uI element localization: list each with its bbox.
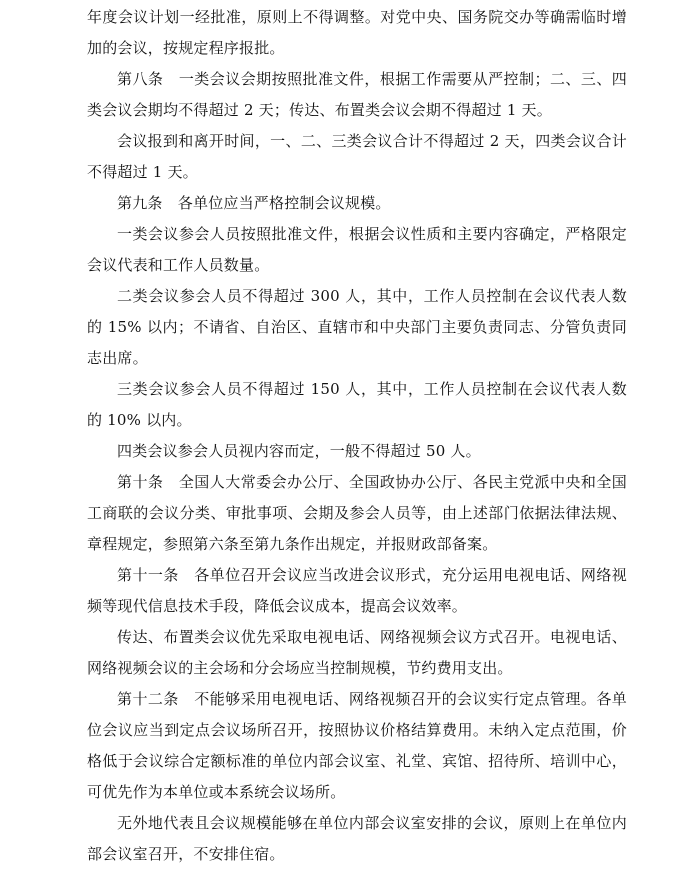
paragraph-class-four-size: 四类会议参会人员视内容而定，一般不得超过 50 人。 <box>117 442 481 460</box>
paragraph-internal-meeting-room: 无外地代表且会议规模能够在单位内部会议室安排的会议，原则上在单位内部会议室召开，不安排住宿。 <box>87 814 627 863</box>
paragraph-article-11: 第十一条 各单位召开会议应当改进会议形式，充分运用电视电话、网络视频等现代信息技术手段，降低会议成本，提高会议效率。 <box>87 566 627 615</box>
paragraph-annual-plan: 年度会议计划一经批准，原则上不得调整。对党中央、国务院交办等确需临时增加的会议，按规定程序报批。 <box>87 8 627 57</box>
paragraph-class-two-size: 二类会议参会人员不得超过 300 人，其中，工作人员控制在会议代表人数的 15% 以内；不请省、自治区、直辖市和中央部门主要负责同志、分管负责同志出席。 <box>87 287 627 367</box>
paragraph-article-12: 第十二条 不能够采用电视电话、网络视频召开的会议实行定点管理。各单位会议应当到定点会议场所召开，按照协议价格结算费用。未纳入定点范围，价格低于会议综合定额标准的单位内部会议室、礼堂、宾馆、招待所、培训中心，可优先作为本单位或本系统会议场所。 <box>87 690 627 801</box>
paragraph-class-one-size: 一类会议参会人员按照批准文件，根据会议性质和主要内容确定，严格限定会议代表和工作人员数量。 <box>87 225 627 274</box>
paragraph-article-9: 第九条 各单位应当严格控制会议规模。 <box>117 194 391 212</box>
paragraph-class-three-size: 三类会议参会人员不得超过 150 人，其中，工作人员控制在会议代表人数的 10% 以内。 <box>87 380 627 429</box>
paragraph-video-conference: 传达、布置类会议优先采取电视电话、网络视频会议方式召开。电视电话、网络视频会议的主会场和分会场应当控制规模，节约费用支出。 <box>87 628 627 677</box>
paragraph-article-8: 第八条 一类会议会期按照批准文件，根据工作需要从严控制；二、三、四类会议会期均不得超过 2 天；传达、布置类会议会期不得超过 1 天。 <box>87 70 627 119</box>
paragraph-article-10: 第十条 全国人大常委会办公厅、全国政协办公厅、各民主党派中央和全国工商联的会议分类、审批事项、会期及参会人员等，由上述部门依据法律法规、章程规定，参照第六条至第九条作出规定，并报财政部备案。 <box>87 473 627 553</box>
paragraph-registration-time: 会议报到和离开时间，一、二、三类会议合计不得超过 2 天，四类会议合计不得超过 1 天。 <box>87 132 627 181</box>
document-page <box>87 0 627 870</box>
